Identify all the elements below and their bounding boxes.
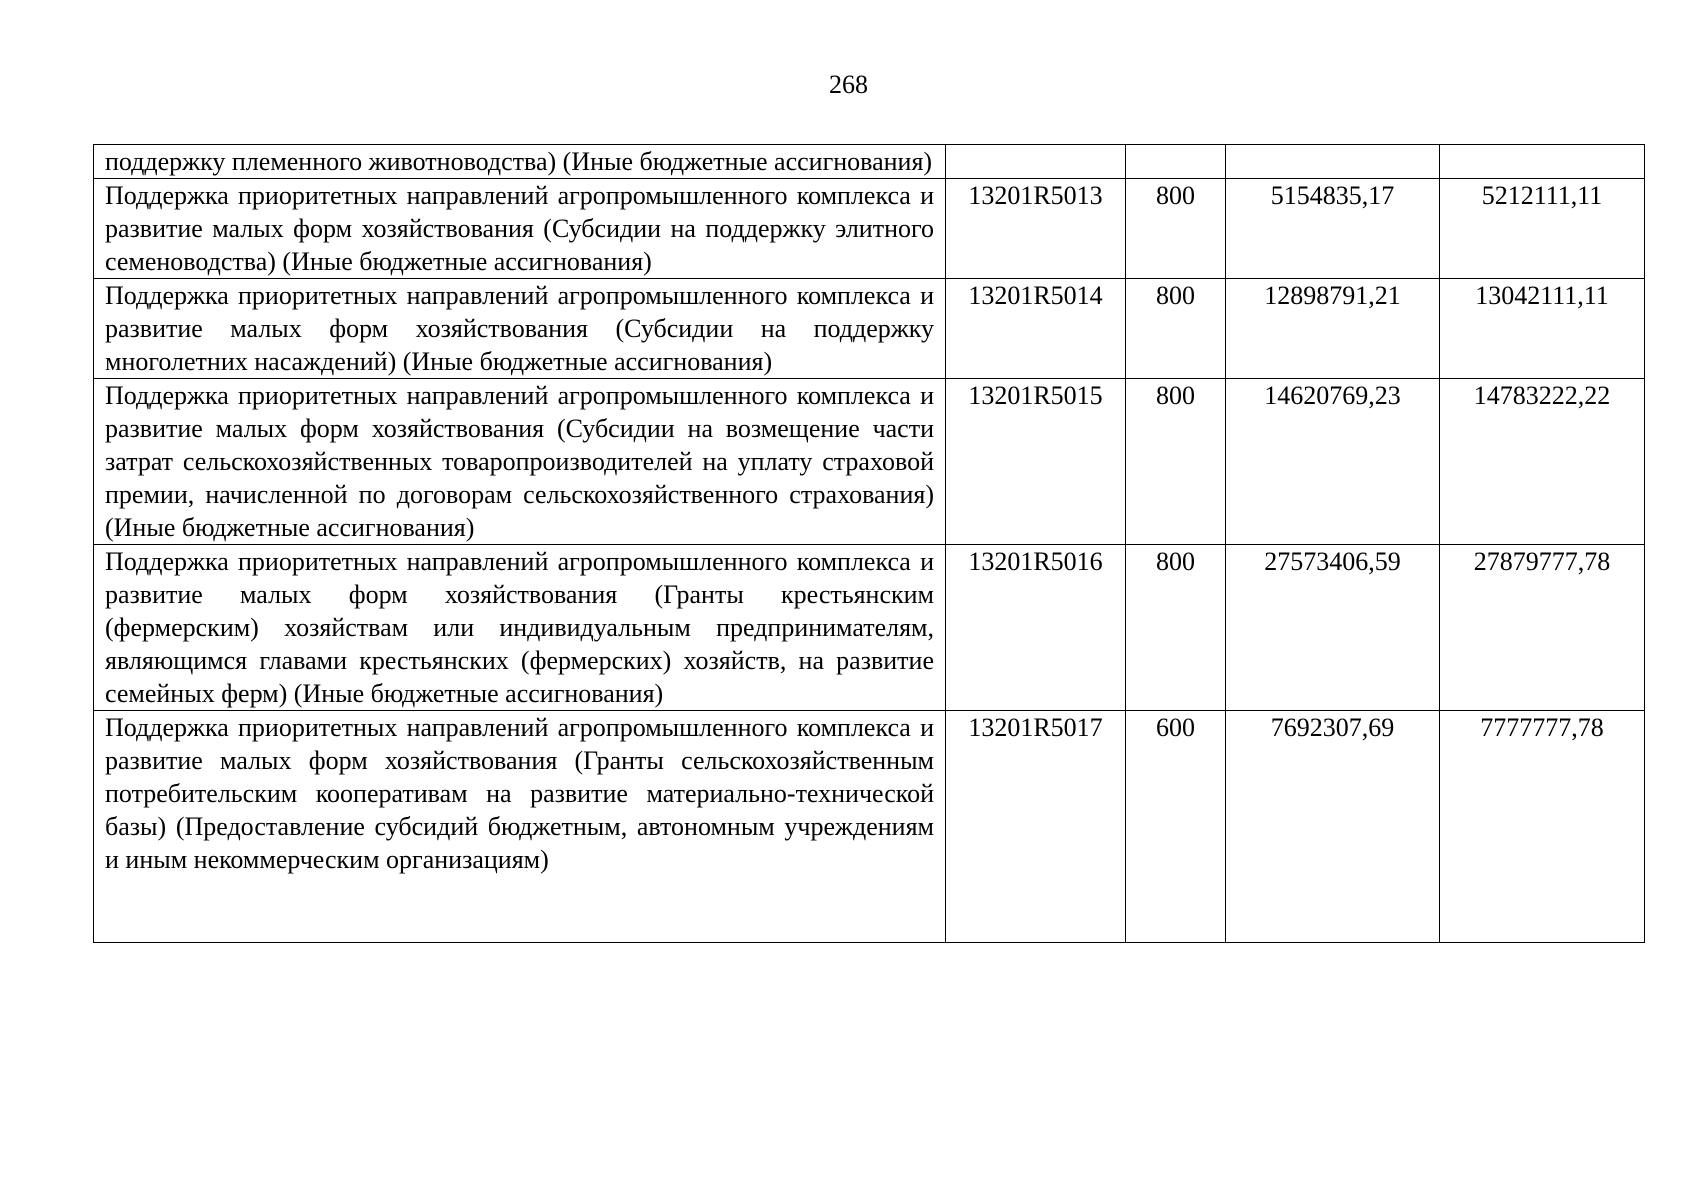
amount-second-cell: 27879777,78 xyxy=(1440,545,1645,711)
expense-type-cell: 800 xyxy=(1126,545,1226,711)
amount-first-cell: 14620769,23 xyxy=(1226,379,1440,545)
table-row xyxy=(94,545,1645,711)
description-cell: поддержку племенного животноводства) (Иные бюджетные ассигнования) xyxy=(94,145,946,179)
expense-type-cell: 800 xyxy=(1126,279,1226,379)
description-cell: Поддержка приоритетных направлений агропромышленного комплекса и развитие малых форм хозяйствования (Субсидии на поддержку многолетних насаждений) (Иные бюджетные ассигнования) xyxy=(94,279,946,379)
expense-type-cell: 600 xyxy=(1126,711,1226,943)
amount-first-cell: 12898791,21 xyxy=(1226,279,1440,379)
amount-second-cell: 14783222,22 xyxy=(1440,379,1645,545)
description-cell: Поддержка приоритетных направлений агропромышленного комплекса и развитие малых форм хозяйствования (Гранты крестьянским (фермерским) хозяйствам или индивидуальным предпринимателям, являющимся главами крестьянских (фермерских) хозяйств, на развитие семейных ферм) (Иные бюджетные ассигнования) xyxy=(94,545,946,711)
target-code-cell xyxy=(946,145,1126,179)
target-code-cell: 13201R5016 xyxy=(946,545,1126,711)
target-code-cell: 13201R5017 xyxy=(946,711,1126,943)
table-row xyxy=(94,179,1645,279)
amount-first-cell: 27573406,59 xyxy=(1226,545,1440,711)
expense-type-cell xyxy=(1126,145,1226,179)
amount-first-cell: 5154835,17 xyxy=(1226,179,1440,279)
target-code-cell: 13201R5015 xyxy=(946,379,1126,545)
description-cell: Поддержка приоритетных направлений агропромышленного комплекса и развитие малых форм хозяйствования (Субсидии на возмещение части затрат сельскохозяйственных товаропроизводителей на уплату страховой премии, начисленной по договорам сельскохозяйственного страхования) (Иные бюджетные ассигнования) xyxy=(94,379,946,545)
page-number: 268 xyxy=(829,70,868,99)
expense-type-cell: 800 xyxy=(1126,179,1226,279)
target-code-cell: 13201R5013 xyxy=(946,179,1126,279)
table-row xyxy=(94,711,1645,943)
table-row xyxy=(94,279,1645,379)
description-cell: Поддержка приоритетных направлений агропромышленного комплекса и развитие малых форм хозяйствования (Гранты сельскохозяйственным потребительским кооперативам на развитие материально-технической базы) (Предоставление субсидий бюджетным, автономным учреждениям и иным некоммерческим организациям) xyxy=(94,711,946,943)
amount-first-cell: 7692307,69 xyxy=(1226,711,1440,943)
target-code-cell: 13201R5014 xyxy=(946,279,1126,379)
amount-second-cell: 13042111,11 xyxy=(1440,279,1645,379)
table-row xyxy=(94,145,1645,179)
amount-first-cell xyxy=(1226,145,1440,179)
expense-type-cell: 800 xyxy=(1126,379,1226,545)
amount-second-cell: 5212111,11 xyxy=(1440,179,1645,279)
description-cell: Поддержка приоритетных направлений агропромышленного комплекса и развитие малых форм хозяйствования (Субсидии на поддержку элитного семеноводства) (Иные бюджетные ассигнования) xyxy=(94,179,946,279)
amount-second-cell xyxy=(1440,145,1645,179)
amount-second-cell: 7777777,78 xyxy=(1440,711,1645,943)
table-row xyxy=(94,379,1645,545)
budget-table xyxy=(93,144,1645,943)
